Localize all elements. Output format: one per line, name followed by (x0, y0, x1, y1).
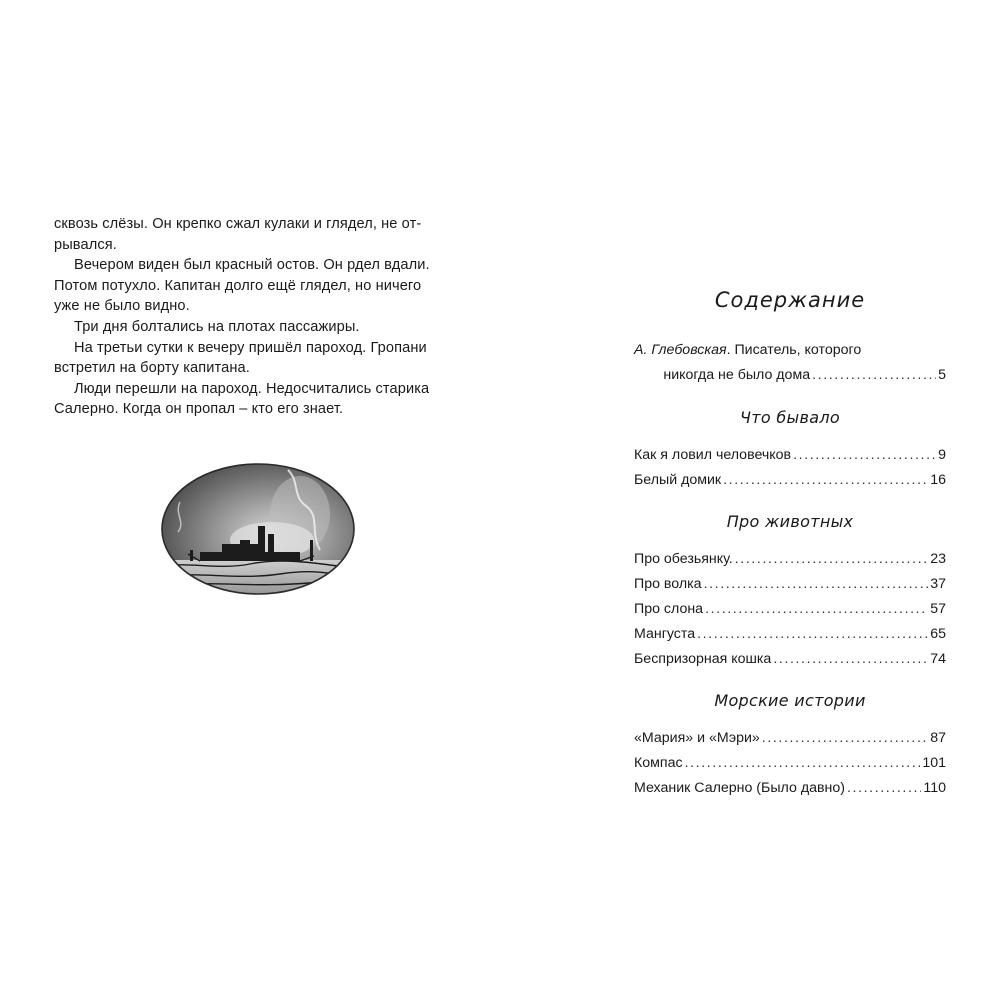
page-number: 101 (922, 755, 946, 772)
text-line: На третьи сутки к вечеру пришёл пароход. Гропани (74, 339, 427, 356)
page-number: 65 (930, 625, 946, 642)
leader-dots (762, 726, 928, 751)
entry-title: Механик Салерно (Было давно) (634, 779, 845, 796)
entry-title: Как я ловил человечков (634, 446, 792, 463)
text-line: рывался. (54, 236, 117, 253)
entry-title: Компас (634, 755, 683, 772)
leader-dots (812, 363, 936, 388)
entry-title: Беспризорная кошка (634, 650, 772, 667)
paragraph-3 (54, 317, 468, 338)
paragraph-5 (54, 379, 468, 420)
text-line: уже не было видно. (54, 298, 190, 315)
text-line: Вечером виден был красный остов. Он рдел вдали. (74, 257, 430, 274)
leader-dots (705, 597, 928, 622)
intro-title-part-2: никогда не было дома (663, 367, 811, 383)
text-line: Люди перешли на пароход. Недосчитались старика (74, 380, 430, 397)
toc-entry-intro[interactable] (634, 363, 946, 388)
text-line: Три дня болтались на плотах пассажиры. (74, 318, 360, 335)
page-number: 110 (923, 779, 946, 796)
page-number: 37 (930, 576, 946, 593)
left-page (54, 214, 468, 420)
entry-title: Мангуста (634, 625, 696, 642)
toc-entry[interactable] (634, 726, 946, 751)
toc-entry[interactable] (634, 647, 946, 672)
section-title-sea-stories: Морские истории (714, 691, 866, 711)
toc-entry[interactable] (634, 776, 946, 801)
leader-dots (847, 776, 921, 801)
toc-title: Содержание (714, 288, 866, 312)
entry-title: Про волка (634, 576, 702, 593)
leader-dots (735, 547, 928, 572)
paragraph-4 (54, 338, 468, 379)
page-number: 5 (938, 367, 946, 383)
paragraph-2 (54, 255, 468, 317)
text-line: Потом потухло. Капитан долго ещё глядел, но ничего (54, 277, 422, 294)
page-number: 16 (930, 471, 946, 488)
toc-entry[interactable] (634, 443, 946, 468)
leader-dots (773, 647, 928, 672)
page-number: 87 (930, 730, 946, 747)
burning-ship-illustration (160, 462, 356, 596)
page-number: 9 (938, 446, 946, 463)
intro-title-part-1: . Писатель, которого (726, 342, 862, 358)
toc-entry[interactable] (634, 597, 946, 622)
leader-dots (793, 443, 936, 468)
leader-dots (685, 751, 921, 776)
page-number: 57 (930, 600, 946, 617)
leader-dots (704, 572, 929, 597)
section-title-what-happened: Что бывало (740, 407, 840, 427)
leader-dots (723, 468, 928, 493)
entry-title: Про обезьянку. (634, 551, 733, 568)
table-of-contents (634, 286, 946, 801)
section-title-about-animals: Про животных (726, 512, 854, 532)
toc-entry[interactable] (634, 622, 946, 647)
text-line: сквозь слёзы. Он крепко сжал кулаки и глядел, не от- (54, 216, 422, 232)
paragraph-1 (54, 214, 468, 255)
toc-entry[interactable] (634, 547, 946, 572)
toc-entry[interactable] (634, 751, 946, 776)
toc-entry[interactable] (634, 468, 946, 493)
toc-entry[interactable] (634, 572, 946, 597)
intro-author: А. Глебовская (634, 342, 727, 358)
text-line: встретил на борту капитана. (54, 360, 250, 377)
page-number: 23 (930, 551, 946, 568)
story-text (54, 214, 468, 420)
entry-title: Белый домик (634, 471, 722, 488)
leader-dots (697, 622, 928, 647)
page-number: 74 (930, 650, 946, 667)
toc-intro-line-1 (634, 338, 946, 363)
entry-title: «Мария» и «Мэри» (634, 730, 760, 747)
entry-title: Про слона (634, 600, 704, 617)
text-line: Салерно. Когда он пропал – кто его знает. (54, 401, 344, 418)
